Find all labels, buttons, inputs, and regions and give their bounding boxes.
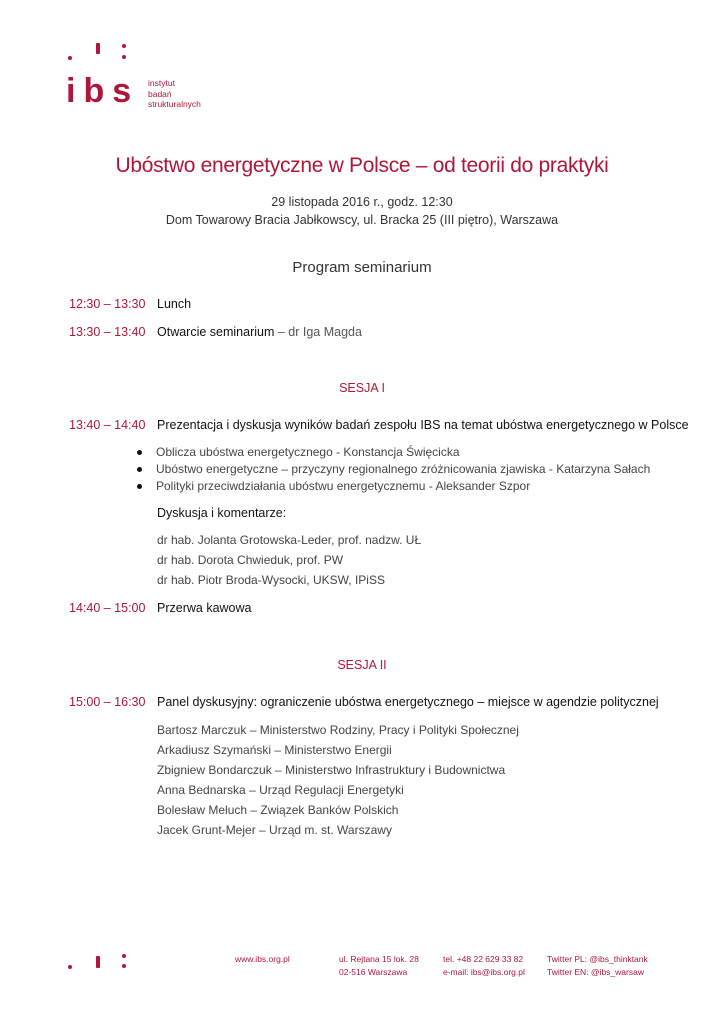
panelist: Bartosz Marczuk – Ministerstwo Rodziny, Pracy i Polityki Społecznej xyxy=(157,723,519,737)
session-1-label: SESJA I xyxy=(339,381,385,395)
agenda-time-break: 14:40 – 15:00 xyxy=(69,601,146,615)
opening-title: Otwarcie seminarium xyxy=(157,325,275,339)
panelist: Zbigniew Bondarczuk – Ministerstwo Infrastruktury i Budownictwa xyxy=(157,763,506,777)
footer-twitter xyxy=(547,953,648,979)
agenda-item-opening xyxy=(157,325,362,339)
discussant: dr hab. Piotr Broda-Wysocki, UKSW, IPiSS xyxy=(157,573,385,587)
agenda-item-session-1: Prezentacja i dyskusja wyników badań zespołu IBS na temat ubóstwa energetycznego w Polsce xyxy=(157,418,689,432)
panelist: Arkadiusz Szymański – Ministerstwo Energii xyxy=(157,743,392,757)
footer-phone: tel. +48 22 629 33 82 xyxy=(443,954,524,964)
logo-subtitle xyxy=(148,78,201,110)
page-title: Ubóstwo energetyczne w Polsce – od teorii do praktyki xyxy=(115,154,609,177)
agenda-item-break: Przerwa kawowa xyxy=(157,601,252,615)
venue-line: Dom Towarowy Bracia Jabłkowscy, ul. Bracka 25 (III piętro), Warszawa xyxy=(165,213,559,227)
footer-address-line-2: 02-516 Warszawa xyxy=(339,967,408,977)
footer-email[interactable]: e-mail: ibs@ibs.org.pl xyxy=(443,967,525,977)
logo-line-1: instytut xyxy=(148,78,175,88)
agenda-time-session-2: 15:00 – 16:30 xyxy=(69,695,146,709)
agenda-time-session-1: 13:40 – 14:40 xyxy=(69,418,146,432)
opening-speaker: – dr Iga Magda xyxy=(274,325,362,339)
footer-address-line-1: ul. Rejtana 15 lok. 28 xyxy=(339,954,419,964)
footer-website[interactable]: www.ibs.org.pl xyxy=(235,954,290,964)
discussant: dr hab. Dorota Chwieduk, prof. PW xyxy=(157,553,344,567)
footer-logo-dots xyxy=(68,954,128,972)
agenda-time-opening: 13:30 – 13:40 xyxy=(69,325,146,339)
footer-twitter-pl[interactable]: Twitter PL: @ibs_thinktank xyxy=(547,954,648,964)
panelists-list xyxy=(157,720,519,840)
footer-contact xyxy=(443,953,525,979)
agenda-time-lunch: 12:30 – 13:30 xyxy=(69,297,146,311)
discussants-list xyxy=(157,530,421,590)
panelist: Anna Bednarska – Urząd Regulacji Energetyki xyxy=(157,783,404,797)
agenda-item-session-2: Panel dyskusyjny: ograniczenie ubóstwa energetycznego – miejsce w agendzie politycznej xyxy=(157,695,659,709)
program-title: Program seminarium xyxy=(292,259,432,276)
logo-dots xyxy=(68,43,128,61)
panelist: Jacek Grunt-Mejer – Urząd m. st. Warszawy xyxy=(157,823,392,837)
agenda-item-lunch: Lunch xyxy=(157,297,192,311)
discussant: dr hab. Jolanta Grotowska-Leder, prof. nadzw. UŁ xyxy=(157,533,422,547)
session-1-presentations xyxy=(140,444,650,495)
presentation-item: Ubóstwo energetyczne – przyczyny regionalnego zróżnicowania zjawiska - Katarzyna Sałach xyxy=(140,461,650,478)
presentation-item: Polityki przeciwdziałania ubóstwu energetycznemu - Aleksander Szpor xyxy=(140,478,650,495)
presentation-item: Oblicza ubóstwa energetycznego - Konstancja Święcicka xyxy=(140,444,650,461)
footer-twitter-en[interactable]: Twitter EN: @ibs_warsaw xyxy=(547,967,644,977)
discussion-heading: Dyskusja i komentarze: xyxy=(157,506,287,520)
logo-line-2: badań xyxy=(148,88,172,99)
date-line: 29 listopada 2016 r., godz. 12:30 xyxy=(271,195,453,209)
session-2-label: SESJA II xyxy=(337,658,387,672)
logo-wordmark: ibs xyxy=(66,72,140,110)
panelist: Bolesław Meluch – Związek Banków Polskich xyxy=(157,803,399,817)
logo-line-3: strukturalnych xyxy=(148,99,201,109)
footer-address xyxy=(339,953,419,979)
